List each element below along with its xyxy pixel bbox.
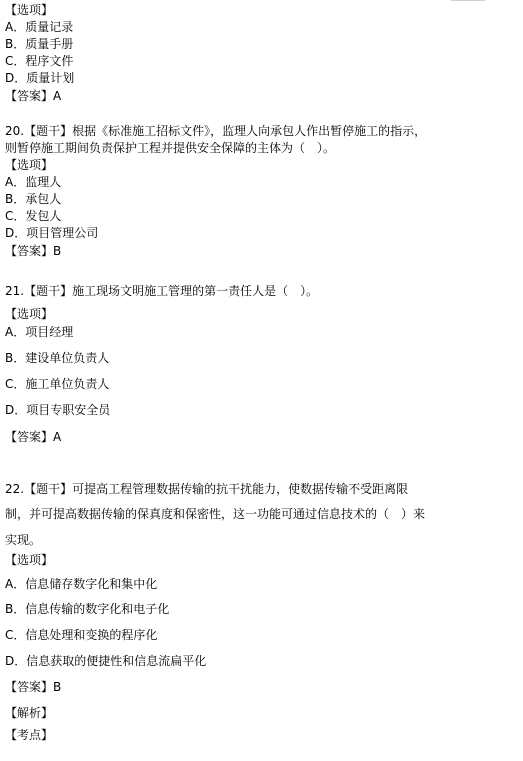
option-b: B．信息传输的数字化和电子化: [5, 602, 170, 616]
option-a: A．质量记录: [5, 20, 74, 34]
question-stem: 22.【题干】可提高工程管理数据传输的抗干扰能力，使数据传输不受距离限: [5, 482, 409, 496]
option-d: D．项目管理公司: [5, 226, 99, 240]
option-c: C．程序文件: [5, 54, 74, 68]
question-stem-cont: 则暂停施工期间负责保护工程并提供安全保障的主体为（ ）。: [5, 141, 336, 155]
options-header: 【选项】: [5, 3, 54, 17]
option-a: A．监理人: [5, 175, 62, 189]
question-stem-cont: 制，并可提高数据传输的保真度和保密性，这一功能可通过信息技术的（ ）来: [5, 507, 426, 521]
analysis-header: 【解析】: [5, 706, 54, 720]
answer: 【答案】B: [5, 244, 62, 258]
option-a: A．项目经理: [5, 325, 74, 339]
option-a: A．信息储存数字化和集中化: [5, 577, 158, 591]
option-c: C．施工单位负责人: [5, 377, 110, 391]
options-header: 【选项】: [5, 553, 54, 567]
key-point-header: 【考点】: [5, 728, 54, 742]
question-stem-cont: 实现。: [5, 533, 42, 547]
question-stem: 20.【题干】根据《标准施工招标文件》，监理人向承包人作出暂停施工的指示，: [5, 124, 427, 138]
option-d: D．信息获取的便捷性和信息流扁平化: [5, 654, 207, 668]
option-b: B．建设单位负责人: [5, 351, 110, 365]
answer: 【答案】A: [5, 430, 62, 444]
option-c: C．发包人: [5, 209, 62, 223]
answer: 【答案】B: [5, 680, 62, 694]
options-header: 【选项】: [5, 158, 54, 172]
question-stem: 21.【题干】施工现场文明施工管理的第一责任人是（ ）。: [5, 284, 319, 298]
option-d: D．项目专职安全员: [5, 403, 111, 417]
option-d: D．质量计划: [5, 71, 75, 85]
options-header: 【选项】: [5, 307, 54, 321]
option-b: B．承包人: [5, 192, 62, 206]
option-b: B．质量手册: [5, 37, 74, 51]
answer: 【答案】A: [5, 89, 62, 103]
top-edge-mark: [451, 0, 485, 1]
option-c: C．信息处理和变换的程序化: [5, 628, 158, 642]
